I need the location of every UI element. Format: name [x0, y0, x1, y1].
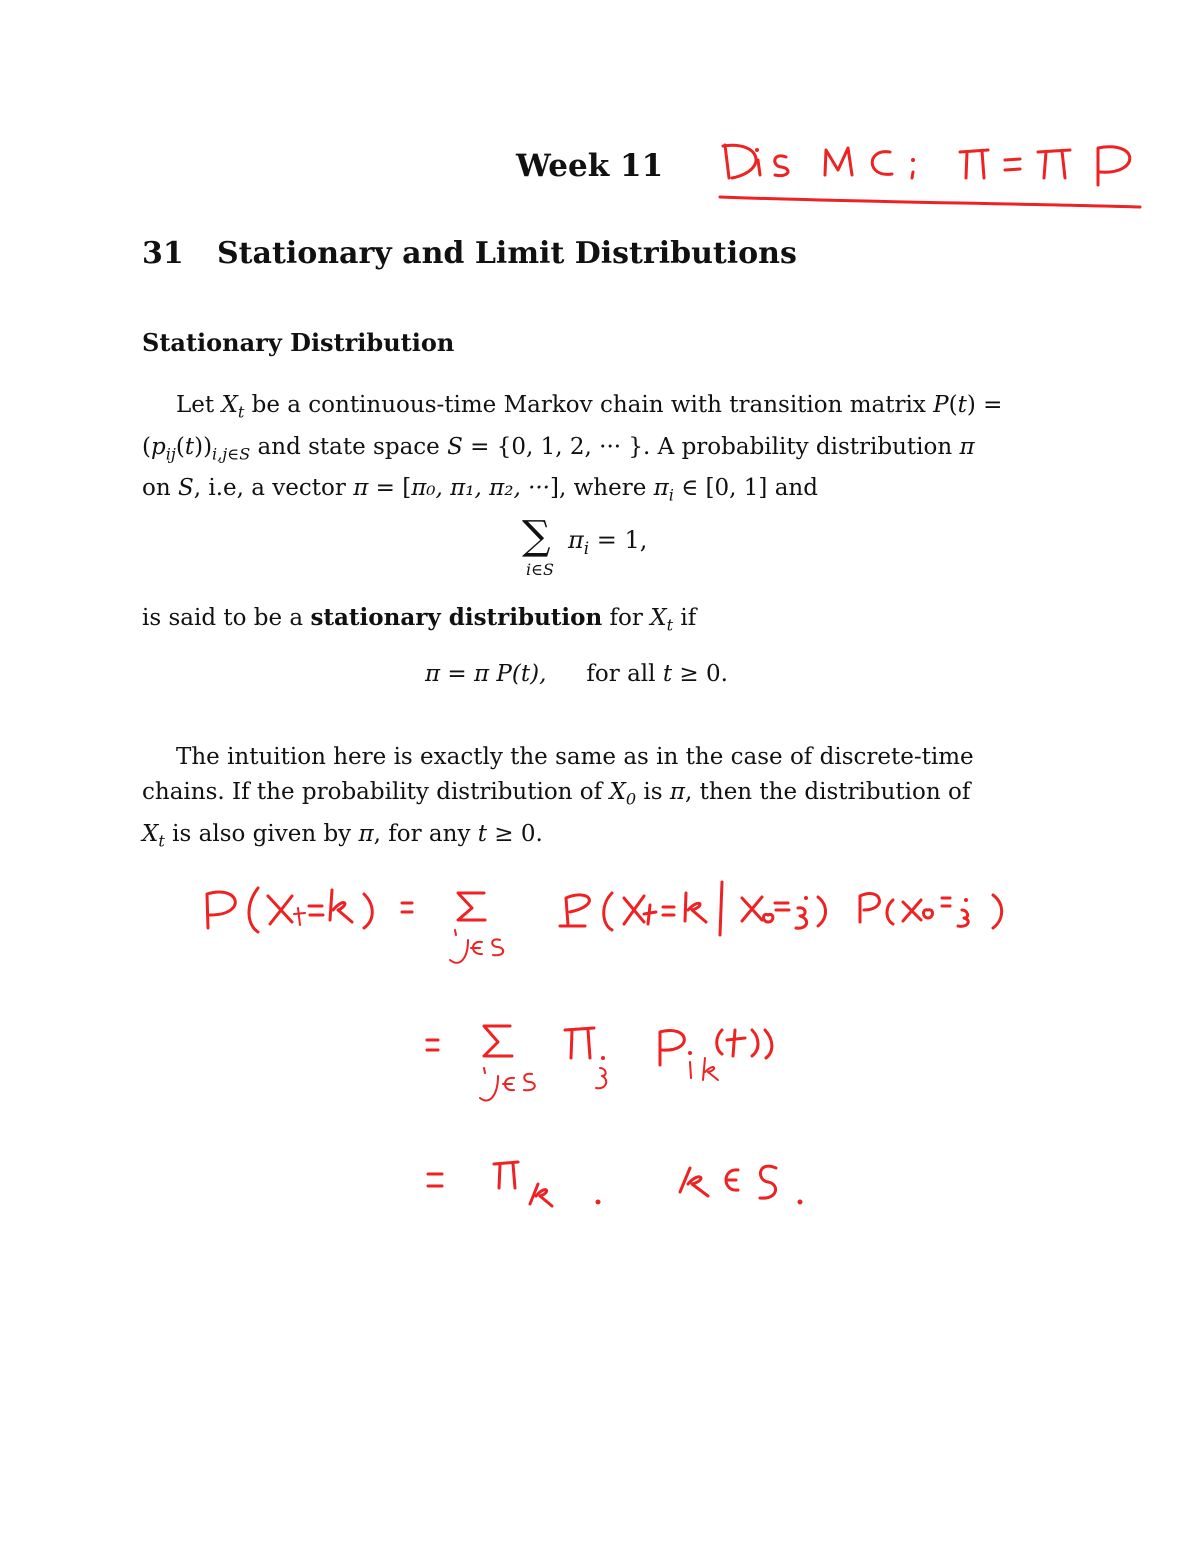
- definition-paragraph: [142, 388, 1030, 513]
- section-number: 31: [142, 236, 184, 271]
- stationarity-equation: π = π P(t), for all t ≥ 0.: [425, 661, 728, 687]
- page-title: Week 11: [516, 148, 664, 184]
- paragraph-line: Let $X_t$ be a continuous-time Markov chain with transition matrix P(t) =: [176, 392, 1003, 422]
- intuition-paragraph: [142, 740, 1030, 858]
- handwritten-derivation-line-3: [428, 1162, 803, 1206]
- handwritten-derivation-line-1: [207, 882, 1002, 963]
- section-title: Stationary and Limit Distributions: [217, 236, 797, 271]
- handwritten-derivation-line-2: [427, 1026, 772, 1101]
- paragraph-line: The intuition here is exactly the same as in the case of discrete-time: [176, 744, 974, 770]
- handwritten-header-note: [720, 145, 1140, 207]
- summation-symbol: ∑: [522, 513, 551, 559]
- normalization-equation: [520, 513, 720, 590]
- definition-continuation: [142, 600, 1030, 643]
- paragraph-line: $X_t$ is also given by π, for any t ≥ 0.: [142, 820, 543, 851]
- summation-index: i∈S: [526, 560, 554, 579]
- subsection-heading: Stationary Distribution: [142, 328, 455, 357]
- equation-body: $\pi_i = 1$,: [568, 526, 648, 558]
- paragraph-line: on S, i.e, a vector π = [π₀, π₁, π₂, ···], where $\pi_i$ ∈ [0, 1] and: [142, 475, 818, 505]
- section-heading: [142, 236, 797, 271]
- paragraph-line: chains. If the probability distribution of $X_0$ is π, then the distribution of: [142, 779, 971, 809]
- paragraph-line: $(p_{ij}(t))_{i,j\in S}$ and state space S = {0, 1, 2, ··· }. A probability distribution π: [142, 433, 975, 464]
- paragraph-line: is said to be a stationary distribution for $X_t$ if: [142, 604, 697, 635]
